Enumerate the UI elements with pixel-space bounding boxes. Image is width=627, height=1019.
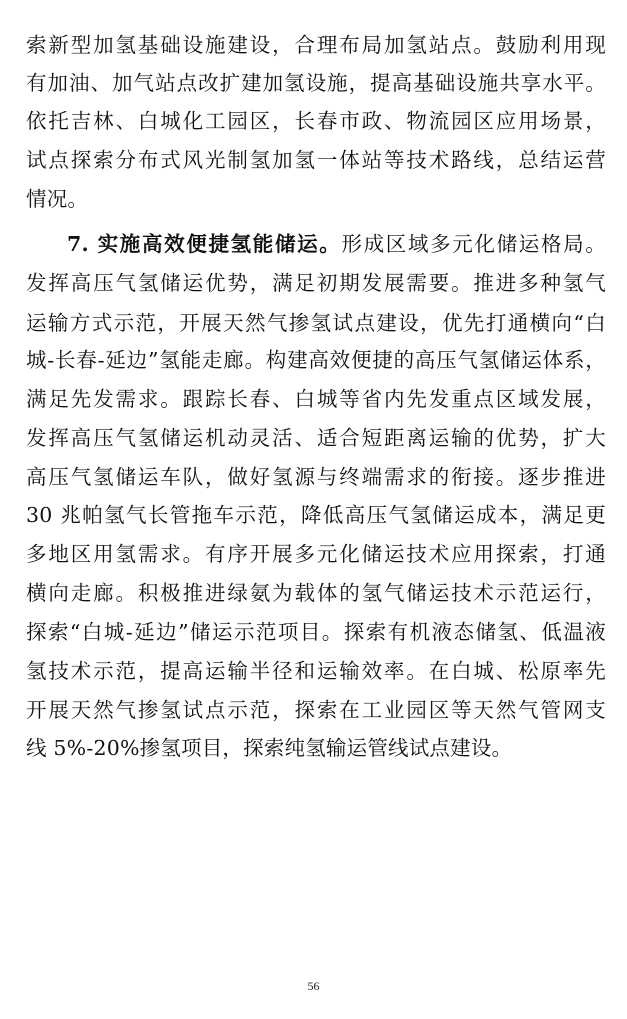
text-line: 线 5%-20%掺氢项目，探索纯氢输运管线试点建设。 [26, 736, 513, 760]
text-line: 横向走廊。积极推进绿氨为载体的氢气储运技术示范运行， [26, 581, 606, 605]
paragraph-heading-line [67, 229, 606, 259]
text-line: 探索“白城-延边”储运示范项目。探索有机液态储氢、低温液 [26, 620, 606, 644]
text-line: 满足先发需求。跟踪长春、白城等省内先发重点区域发展， [26, 387, 606, 411]
text-line: 多地区用氢需求。有序开展多元化储运技术应用探索，打通 [26, 542, 606, 566]
text-line: 运输方式示范，开展天然气掺氢试点建设，优先打通横向“白 [26, 311, 606, 335]
text-line: 30 兆帕氢气长管拖车示范，降低高压气氢储运成本，满足更 [26, 503, 606, 527]
text-line: 发挥高压气氢储运优势，满足初期发展需要。推进多种氢气 [26, 271, 606, 295]
text-line: 高压气氢储运车队，做好氢源与终端需求的衔接。逐步推进 [26, 465, 606, 489]
text-line: 依托吉林、白城化工园区，长春市政、物流园区应用场景， [26, 109, 606, 133]
text-line: 索新型加氢基础设施建设，合理布局加氢站点。鼓励利用现 [26, 33, 606, 57]
text-line: 情况。 [26, 187, 89, 211]
page-number: 56 [307, 979, 320, 993]
text-line: 城-长春-延边”氢能走廊。构建高效便捷的高压气氢储运体系， [26, 348, 606, 372]
heading-line-text: 形成区域多元化储运格局。 [341, 232, 606, 256]
text-line: 氢技术示范，提高运输半径和运输效率。在白城、松原率先 [26, 659, 606, 683]
text-line: 有加油、加气站点改扩建加氢设施，提高基础设施共享水平。 [26, 71, 606, 95]
text-line: 试点探索分布式风光制氢加氢一体站等技术路线，总结运营 [26, 148, 606, 172]
text-line: 发挥高压气氢储运机动灵活、适合短距离运输的优势，扩大 [26, 426, 606, 450]
section-heading: 7. 实施高效便捷氢能储运。 [67, 232, 342, 256]
text-line: 开展天然气掺氢试点示范，探索在工业园区等天然气管网支 [26, 698, 606, 722]
